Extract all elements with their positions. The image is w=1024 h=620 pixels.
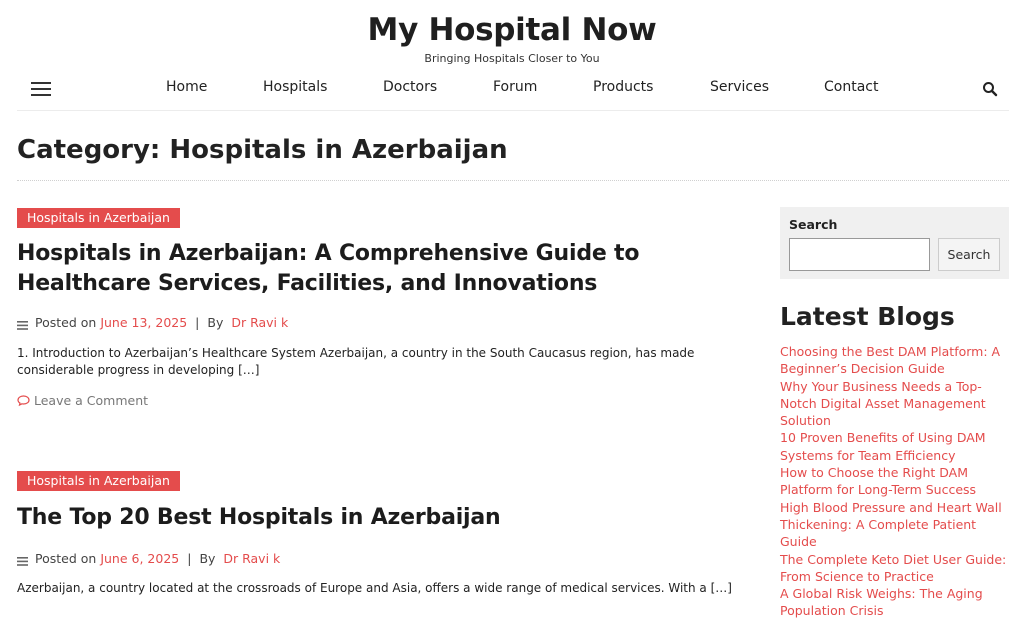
latest-blog-link[interactable]: High Blood Pressure and Heart Wall Thickening: A Complete Patient Guide [780, 499, 1002, 550]
post-date[interactable]: June 6, 2025 [100, 551, 180, 566]
post-title[interactable]: Hospitals in Azerbaijan: A Comprehensive Guide to Healthcare Services, Facilities, and Innovations [17, 241, 640, 296]
by-label: By [199, 551, 216, 566]
site-title[interactable]: My Hospital Now [367, 12, 657, 48]
category-badge[interactable]: Hospitals in Azerbaijan [17, 208, 180, 228]
nav-item-products[interactable]: Products [593, 79, 654, 95]
posted-on-label: Posted on [35, 551, 97, 566]
leave-comment-link[interactable] [17, 393, 148, 408]
title-divider [17, 180, 1009, 181]
latest-blog-link[interactable]: 10 Proven Benefits of Using DAM Systems for Team Efficiency [780, 430, 986, 463]
nav-item-services[interactable]: Services [710, 79, 770, 95]
leave-comment-label: Leave a Comment [34, 393, 149, 408]
page-title: Category: Hospitals in Azerbaijan [17, 135, 508, 165]
list-item [780, 464, 1012, 499]
search-input[interactable] [789, 238, 930, 271]
latest-blogs-list [780, 343, 1012, 620]
post-author[interactable]: Dr Ravi k [223, 551, 281, 566]
nav-item-forum[interactable]: Forum [493, 79, 538, 95]
list-item [780, 343, 1012, 378]
list-item [780, 499, 1012, 551]
latest-blog-link[interactable]: The Complete Keto Diet User Guide: From Science to Practice [780, 551, 1007, 584]
list-item [780, 429, 1012, 464]
post-excerpt: 1. Introduction to Azerbaijan’s Healthcare System Azerbaijan, a country in the South Caucasus region, has made considerable progress in developing […] [17, 346, 695, 377]
nav-divider [17, 110, 1009, 111]
list-item [780, 585, 1012, 620]
post-author[interactable]: Dr Ravi k [231, 315, 289, 330]
post-card [17, 471, 757, 595]
nav-item-home[interactable]: Home [166, 79, 208, 95]
lines-icon [17, 318, 28, 327]
list-item [780, 378, 1012, 430]
nav-item-hospitals[interactable]: Hospitals [263, 79, 328, 95]
comment-icon [17, 395, 30, 406]
latest-blog-link[interactable]: How to Choose the Right DAM Platform for Long-Term Success [780, 465, 977, 498]
site-tagline: Bringing Hospitals Closer to You [424, 52, 600, 65]
list-item [780, 551, 1012, 586]
meta-separator: | [187, 551, 192, 566]
by-label: By [207, 315, 224, 330]
latest-blogs-heading: Latest Blogs [780, 302, 955, 331]
search-button[interactable]: Search [938, 238, 1000, 271]
post-meta [17, 315, 288, 330]
category-badge[interactable]: Hospitals in Azerbaijan [17, 471, 180, 491]
latest-blog-link[interactable]: Choosing the Best DAM Platform: A Beginner’s Decision Guide [780, 344, 1001, 377]
nav-item-doctors[interactable]: Doctors [383, 79, 438, 95]
search-widget [780, 207, 1009, 279]
posted-on-label: Posted on [35, 315, 97, 330]
post-meta [17, 551, 280, 566]
post-date[interactable]: June 13, 2025 [100, 315, 188, 330]
search-label: Search [789, 217, 838, 232]
post-excerpt: Azerbaijan, a country located at the crossroads of Europe and Asia, offers a wide range of medical services. With a […] [17, 581, 732, 595]
latest-blog-link[interactable]: Why Your Business Needs a Top-Notch Digital Asset Management Solution [780, 378, 986, 429]
search-icon[interactable] [982, 81, 998, 97]
meta-separator: | [195, 315, 200, 330]
latest-blog-link[interactable]: A Global Risk Weighs: The Aging Population Crisis [780, 586, 983, 619]
lines-icon [17, 554, 28, 563]
main-nav [0, 79, 1024, 99]
nav-item-contact[interactable]: Contact [824, 79, 879, 95]
post-card [17, 207, 757, 427]
post-title[interactable]: The Top 20 Best Hospitals in Azerbaijan [17, 505, 501, 530]
